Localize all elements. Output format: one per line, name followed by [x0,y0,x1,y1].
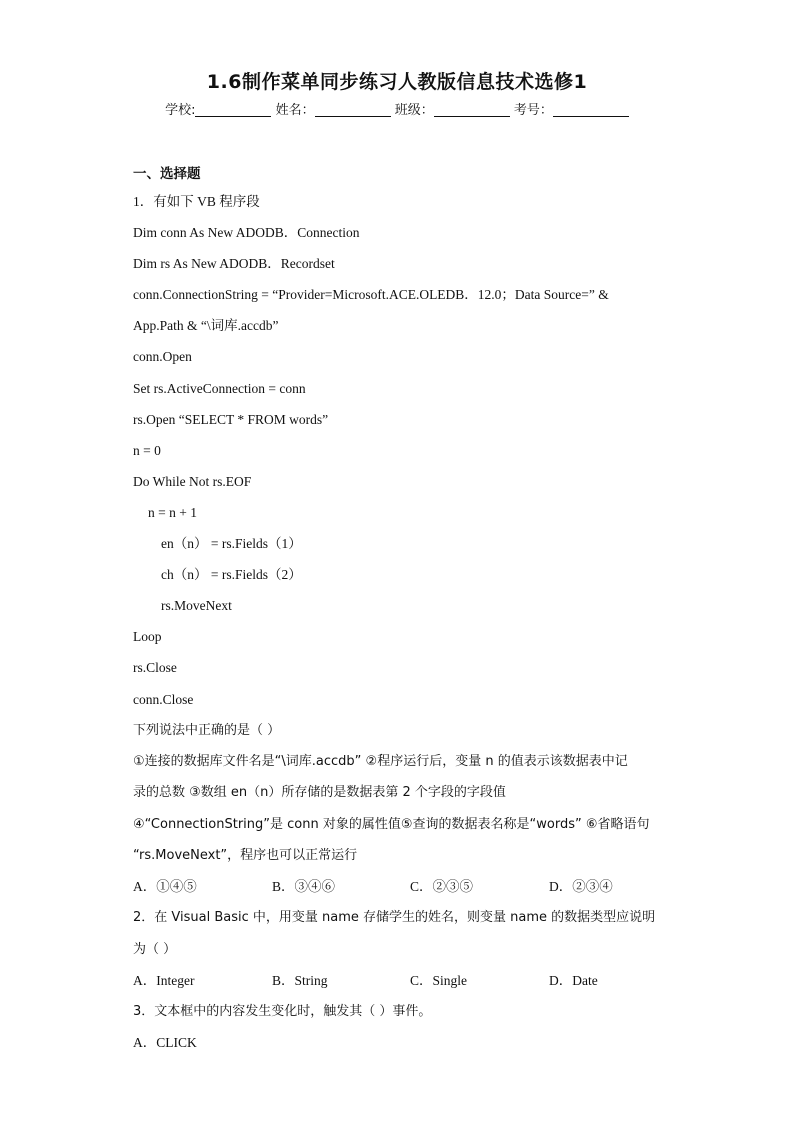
q1-stem: 1．有如下 VB 程序段 [133,194,260,209]
exam-number-label: 考号： [513,103,553,118]
q2-option-d[interactable]: D．Date [549,973,598,988]
code-line: Loop [133,629,162,644]
section-heading: 一、选择题 [133,166,201,182]
q2-stem-continued: 为（ ） [133,942,177,957]
q2-stem: 2．在 Visual Basic 中，用变量 name 存储学生的姓名，则变量 name 的数据类型应说明 [133,910,656,925]
student-info-line [0,101,794,121]
code-line: conn.ConnectionString = “Provider=Microsoft.ACE.OLEDB．12.0；Data Source=” & [133,287,609,302]
code-line: rs.Close [133,660,177,675]
code-line: Dim conn As New ADODB．Connection [133,225,360,240]
code-line: Dim rs As New ADODB．Recordset [133,256,335,271]
code-line: Set rs.ActiveConnection = conn [133,381,306,396]
q1-option-d[interactable]: D．②③④ [549,879,613,894]
code-line: n = 0 [133,443,161,458]
document-title: 1.6制作菜单同步练习人教版信息技术选修1 [206,71,588,93]
code-line: rs.MoveNext [161,598,232,613]
code-line: conn.Close [133,692,194,707]
q2-option-c[interactable]: C．Single [410,973,468,988]
school-label: 学校: [165,103,196,118]
q3-stem: 3．文本框中的内容发生变化时，触发其（ ）事件。 [133,1004,432,1019]
class-blank[interactable] [434,102,510,117]
code-line: conn.Open [133,349,192,364]
school-blank[interactable] [195,102,271,117]
code-line: App.Path & “\词库.accdb” [133,318,279,333]
q1-statement: “rs.MoveNext”，程序也可以正常运行 [133,848,358,863]
exam-number-blank[interactable] [553,102,629,117]
q2-option-b[interactable]: B．String [272,973,328,988]
q1-option-a[interactable]: A．①④⑤ [133,879,197,894]
q1-statement: ④“ConnectionString”是 conn 对象的属性值⑤查询的数据表名称是“words” ⑥省略语句 [133,817,650,832]
name-label: 姓名： [275,103,315,118]
q3-option-a[interactable]: A．CLICK [133,1035,197,1050]
q1-option-b[interactable]: B．③④⑥ [272,879,336,894]
name-blank[interactable] [315,102,391,117]
q2-option-a[interactable]: A．Integer [133,973,195,988]
q1-statement: ①连接的数据库文件名是“\词库.accdb” ②程序运行后，变量 n 的值表示该数据表中记 [133,754,628,769]
code-line: en（n） = rs.Fields（1） [161,536,302,551]
code-line: rs.Open “SELECT * FROM words” [133,412,329,427]
q1-statement: 录的总数 ③数组 en（n）所存储的是数据表第 2 个字段的字段值 [133,785,506,800]
code-line: n = n + 1 [148,505,197,520]
q1-prompt: 下列说法中正确的是（ ） [133,723,281,738]
code-line: Do While Not rs.EOF [133,474,252,489]
q1-option-c[interactable]: C．②③⑤ [410,879,474,894]
class-label: 班级： [394,103,434,118]
code-line: ch（n） = rs.Fields（2） [161,567,302,582]
